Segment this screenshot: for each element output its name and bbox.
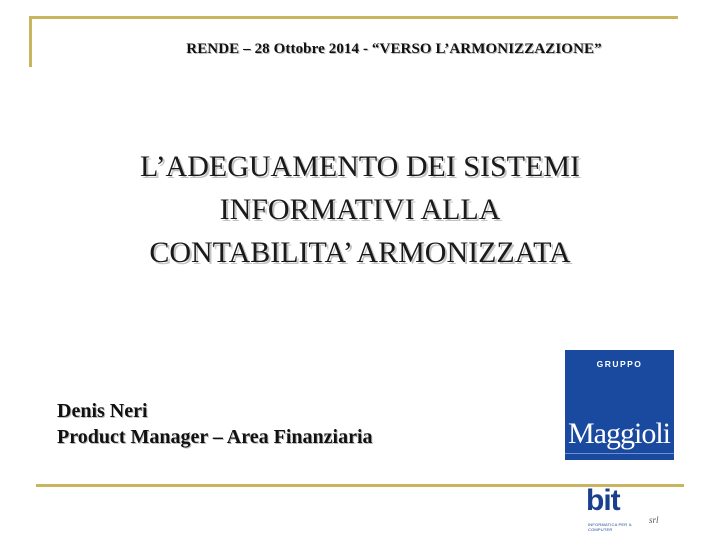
title-line: L’ADEGUAMENTO DEI SISTEMI <box>140 150 580 183</box>
bit-logo-suffix: srl <box>649 515 659 525</box>
bit-logo-name: bit <box>586 484 620 517</box>
author-role: Product Manager – Area Finanziaria <box>57 426 373 448</box>
frame-top-line <box>30 16 678 19</box>
maggioli-logo-gruppo: GRUPPO <box>596 359 643 369</box>
author-block <box>57 398 373 450</box>
title-line: INFORMATIVI ALLA <box>219 193 501 226</box>
slide-title <box>40 145 680 274</box>
maggioli-logo-name: Maggioli <box>568 417 670 450</box>
maggioli-logo <box>565 350 674 460</box>
bit-logo-tagline: INFORMATICA PER IL COMPUTER <box>588 522 633 532</box>
slide-header: RENDE – 28 Ottobre 2014 - “VERSO L’ARMONIZZAZIONE” <box>186 41 602 57</box>
maggioli-logo-divider <box>565 453 674 454</box>
title-line: CONTABILITA’ ARMONIZZATA <box>149 236 571 269</box>
bit-logo <box>582 486 672 532</box>
author-name: Denis Neri <box>57 400 148 422</box>
